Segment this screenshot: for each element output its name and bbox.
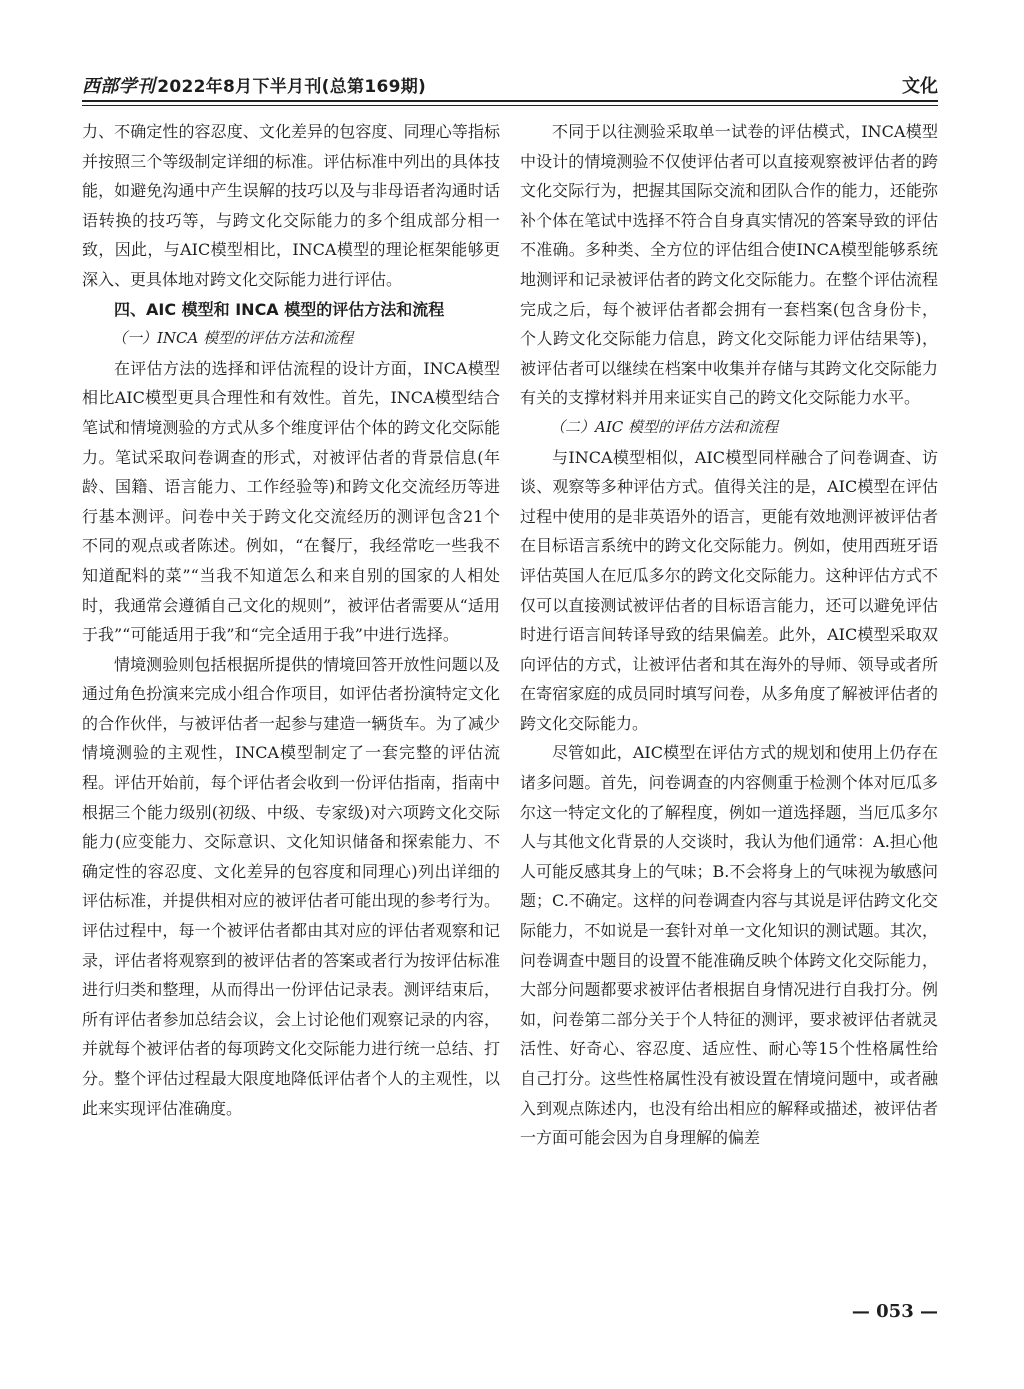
issue-info: 2022年8月下半月刊(总第169期) [157,77,427,97]
paragraph: 与INCA模型相似，AIC模型同样融合了问卷调查、访谈、观察等多种评估方式。值得关注的是，AIC模型在评估过程中使用的是非英语外的语言，更能有效地测评被评估者在目标语言系统中的跨文化交际能力。例如，使用西班牙语评估英国人在厄瓜多尔的跨文化交际能力。这种评估方式不仅可以直接测试被评估者的目标语言能力，还可以避免评估时进行语言间转译导致的结果偏差。此外，AIC模型采取双向评估的方式，让被评估者和其在海外的导师、领导或者所在寄宿家庭的成员同时填写问卷，从多角度了解被评估者的跨文化交际能力。 [520,447,938,733]
section-heading: 四、AIC 模型和 INCA 模型的评估方法和流程 [114,299,445,319]
left-column [82,117,500,1123]
running-header [82,70,938,102]
subsection-heading: （二）AIC 模型的评估方法和流程 [550,417,779,436]
paragraph: 力、不确定性的容忍度、文化差异的包容度、同理心等指标并按照三个等级制定详细的标准。评估标准中列出的具体技能，如避免沟通中产生误解的技巧以及与非母语者沟通时话语转换的技巧等，与跨文化交际能力的多个组成部分相一致，因此，与AIC模型相比，INCA模型的理论框架能够更深入、更具体地对跨文化交际能力进行评估。 [82,122,500,289]
paragraph: 情境测验则包括根据所提供的情境回答开放性问题以及通过角色扮演来完成小组合作项目，如评估者扮演特定文化的合作伙伴，与被评估者一起参与建造一辆货车。为了减少情境测验的主观性，INCA模型制定了一套完整的评估流程。评估开始前，每个评估者会收到一份评估指南，指南中根据三个能力级别(初级、中级、专家级)对六项跨文化交际能力(应变能力、交际意识、文化知识储备和探索能力、不确定性的容忍度、文化差异的包容度和同理心)列出详细的评估标准，并提供相对应的被评估者可能出现的参考行为。评估过程中，每一个被评估者都由其对应的评估者观察和记录，评估者将观察到的被评估者的答案或者行为按评估标准进行归类和整理，从而得出一份评估记录表。测评结束后，所有评估者参加总结会议，会上讨论他们观察记录的内容，并就每个被评估者的每项跨文化交际能力进行统一总结、打分。整个评估过程最大限度地降低评估者个人的主观性，以此来实现评估准确度。 [82,654,500,1118]
section-label: 文化 [902,76,938,97]
paragraph: 尽管如此，AIC模型在评估方式的规划和使用上仍存在诸多问题。首先，问卷调查的内容侧重于检测个体对厄瓜多尔这一特定文化的了解程度，例如一道选择题，当厄瓜多尔人与其他文化背景的人交谈时，我认为他们通常：A.担心他人可能反感其身上的气味；B.不会将身上的气味视为敏感问题；C.不确定。这样的问卷调查内容与其说是评估跨文化交际能力，不如说是一套针对单一文化知识的测试题。其次，问卷调查中题目的设置不能准确反映个体跨文化交际能力，大部分问题都要求被评估者根据自身情况进行自我打分。例如，问卷第二部分关于个人特征的测评，要求被评估者就灵活性、好奇心、容忍度、适应性、耐心等15个性格属性给自己打分。这些性格属性没有被设置在情境问题中，或者融入到观点陈述内，也没有给出相应的解释或描述，被评估者一方面可能会因为自身理解的偏差 [520,743,938,1148]
journal-logo: 西部学刊 [82,76,156,97]
paragraph: 在评估方法的选择和评估流程的设计方面，INCA模型相比AIC模型更具合理性和有效性。首先，INCA模型结合笔试和情境测验的方式从多个维度评估个体的跨文化交际能力。笔试采取问卷调查的形式，对被评估者的背景信息(年龄、国籍、语言能力、工作经验等)和跨文化交流经历等进行基本测评。问卷中关于跨文化交流经历的测评包含21个不同的观点或者陈述。例如，“在餐厅，我经常吃一些我不知道配料的菜”“当我不知道怎么和来自别的国家的人相处时，我通常会遵循自己文化的规则”，被评估者需要从“适用于我”“可能适用于我”和“完全适用于我”中进行选择。 [82,358,500,645]
page-number: — 053 — [851,1301,938,1322]
paragraph: 不同于以往测验采取单一试卷的评估模式，INCA模型中设计的情境测验不仅使评估者可以直接观察被评估者的跨文化交际行为，把握其国际交流和团队合作的能力，还能弥补个体在笔试中选择不符合自身真实情况的答案导致的评估不准确。多种类、全方位的评估组合使INCA模型能够系统地测评和记录被评估者的跨文化交际能力。在整个评估流程完成之后，每个被评估者都会拥有一套档案(包含身份卡，个人跨文化交际能力信息，跨文化交际能力评估结果等)，被评估者可以继续在档案中收集并存储与其跨文化交际能力有关的支撑材料并用来证实自己的跨文化交际能力水平。 [520,122,938,408]
header-rule [82,100,938,102]
journal-info [82,72,426,98]
right-column [520,117,938,1153]
header-rule-thin [82,105,938,106]
subsection-heading: （一）INCA 模型的评估方法和流程 [112,329,354,348]
